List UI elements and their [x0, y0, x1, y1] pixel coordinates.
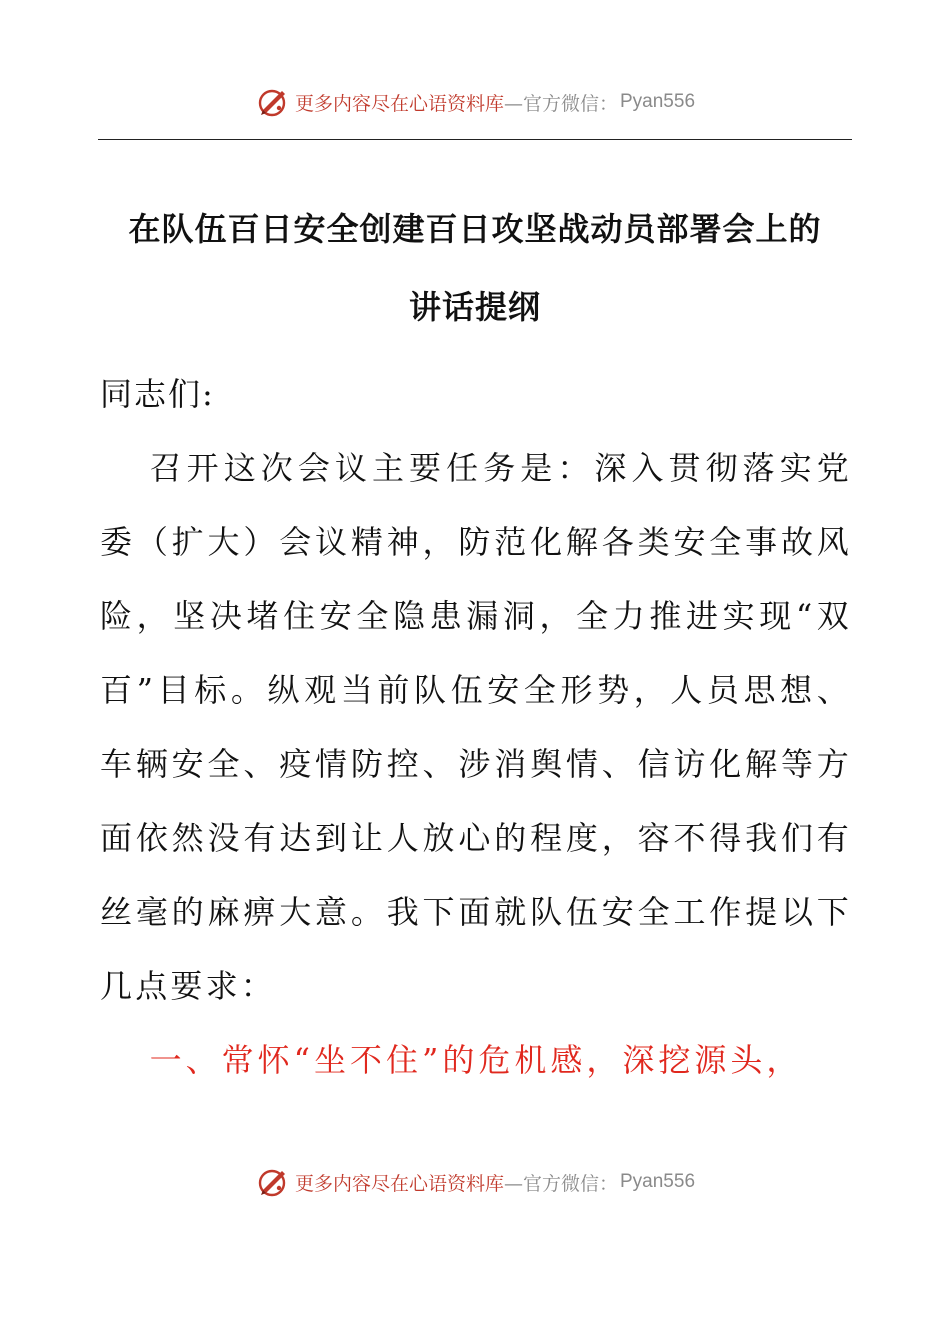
watermark-wechat-id: Pyan556: [620, 1171, 696, 1192]
watermark-red-text: 更多内容尽在心语资料库: [294, 1172, 504, 1195]
title-line-2: 讲话提纲: [408, 288, 541, 326]
paragraph-1: 召开这次会议主要任务是：深入贯彻落实党委（扩大）会议精神，防范化解各类安全事故风险，坚决堵住安全隐患漏洞，全力推进实现“双百”目标。纵观当前队伍安全形势，人员思想、车辆安全、疫情防控、涉消舆情、信访化解等方面依然没有达到让人放心的程度，容不得我们有丝毫的麻痹大意。我下面就队伍安全工作提以下几点要求：: [100, 449, 852, 1005]
title-line-1: 在队伍百日安全创建百日攻坚战动员部署会上的: [128, 210, 822, 248]
watermark-gray-text: —官方微信：: [503, 1172, 618, 1195]
pen-circle-logo-icon: [255, 1164, 291, 1200]
section-heading-1: 一、常怀“坐不住”的危机感，深挖源头，: [149, 1041, 803, 1079]
header-divider: [98, 139, 852, 140]
header-watermark-banner: [0, 82, 950, 122]
footer-watermark-banner: [0, 1162, 950, 1202]
watermark-wechat-id: Pyan556: [620, 91, 696, 112]
document-title: [98, 190, 852, 346]
pen-circle-logo-icon: [255, 84, 291, 120]
watermark-gray-text: —官方微信：: [503, 92, 618, 115]
document-body: [100, 357, 852, 1097]
salutation: 同志们:: [100, 375, 215, 413]
watermark-red-text: 更多内容尽在心语资料库: [294, 92, 504, 115]
